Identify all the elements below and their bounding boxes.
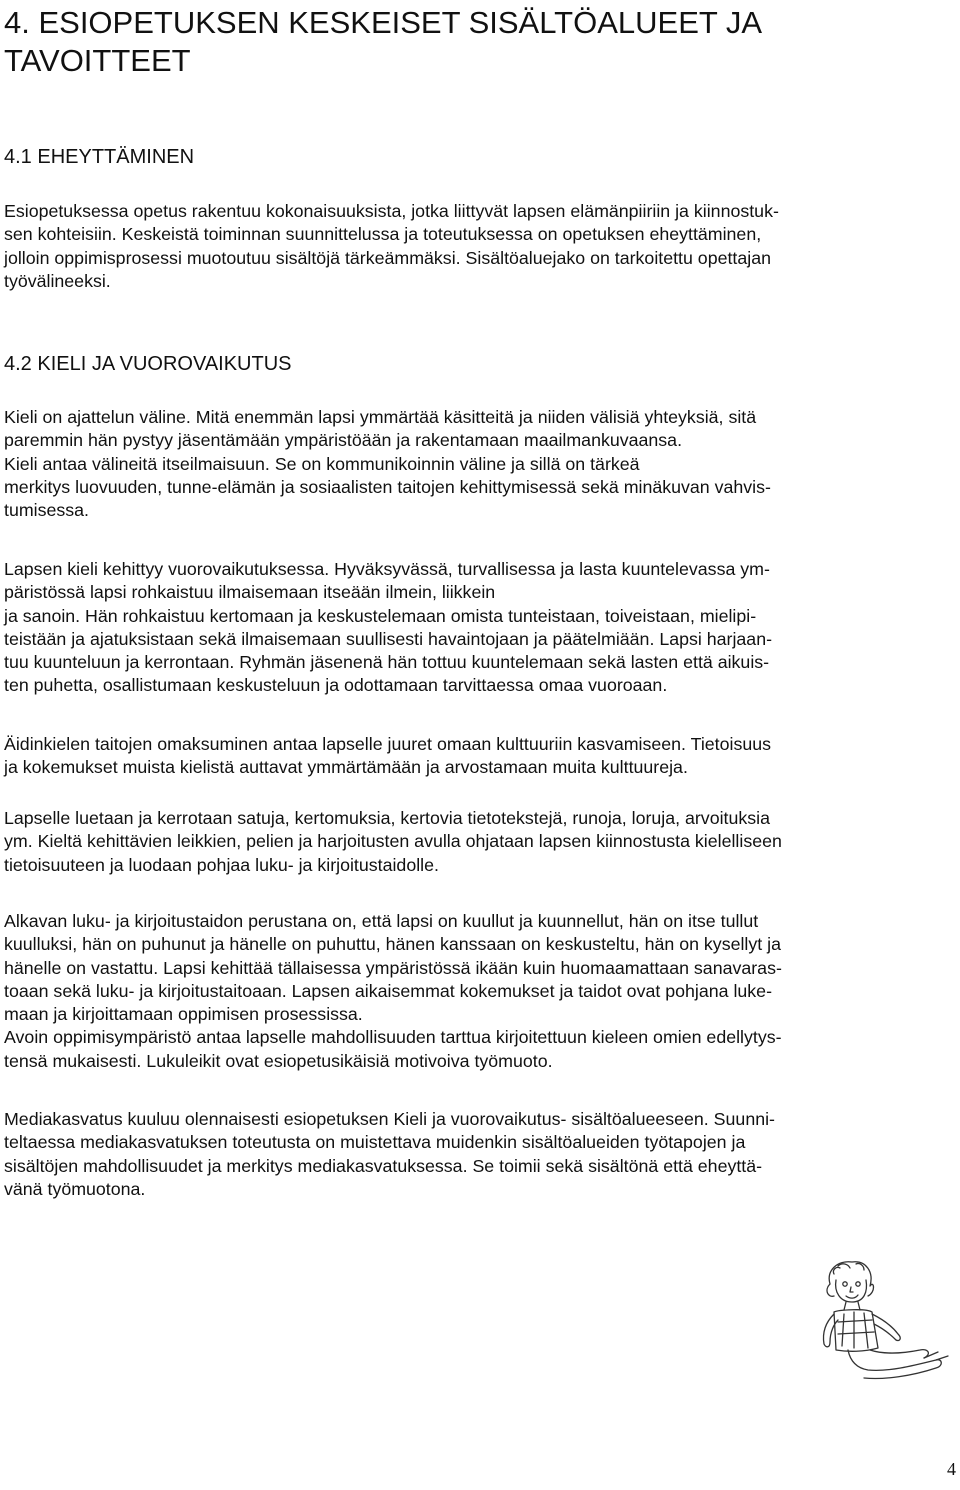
section-heading-eheyttaminen: 4.1 EHEYTTÄMINEN <box>4 146 195 168</box>
paragraph-aidinkieli <box>4 733 959 780</box>
text-line: maan ja kirjoittamaan oppimisen prosessissa. <box>4 1004 363 1025</box>
text-line: ja kokemukset muista kielistä auttavat ymmärtämään ja arvostamaan muita kulttuureja. <box>4 757 688 778</box>
text-line: tensä mukaisesti. Lukuleikit ovat esiopetusikäisiä motivoiva työmuoto. <box>4 1050 553 1071</box>
text-line: teltaessa mediakasvatuksen toteutusta on muistettava muidenkin sisältöalueiden työtapojen ja <box>4 1132 746 1153</box>
text-line: merkitys luovuuden, tunne-elämän ja sosiaalisten taitojen kehittymisessä sekä minäkuvan vahvis- <box>4 476 771 497</box>
section-heading-kieli-ja-vuorovaikutus: 4.2 KIELI JA VUOROVAIKUTUS <box>4 353 292 375</box>
text-line: Lapsen kieli kehittyy vuorovaikutuksessa. Hyväksyvässä, turvallisessa ja lasta kuuntelevassa ym- <box>4 559 770 579</box>
text-line: Kieli on ajattelun väline. Mitä enemmän lapsi ymmärtää käsitteitä ja niiden välisiä yhteyksiä, sitä <box>4 407 757 427</box>
paragraph-sadut <box>4 807 959 877</box>
text-line: päristössä lapsi rohkaistuu ilmaisemaan itseään ilmein, liikkein <box>4 582 496 603</box>
page-number: 4 <box>947 1459 956 1479</box>
text-line: Alkavan luku- ja kirjoitustaidon perustana on, että lapsi on kuullut ja kuunnellut, hän on itse tullut <box>4 911 759 931</box>
text-line: Mediakasvatus kuuluu olennaisesti esiopetuksen Kieli ja vuorovaikutus- sisältöalueeseen. Suunni- <box>4 1109 775 1129</box>
text-line: kuulluksi, hän on puhunut ja hänelle on puhuttu, hänen kanssaan on keskusteltu, hän on kysellyt ja <box>4 934 781 955</box>
text-line: hänelle on vastattu. Lapsi kehittää tällaisessa ympäristössä ikään kuin huomaamattaan sanavaras- <box>4 957 782 978</box>
chapter-heading <box>4 4 944 80</box>
text-line: tietoisuuteen ja luodaan pohjaa luku- ja kirjoitustaidolle. <box>4 854 439 875</box>
text-line: työvälineeksi. <box>4 270 111 291</box>
paragraph-eheyttaminen <box>4 200 959 293</box>
text-line: toaan sekä luku- ja kirjoitustaitoaan. Lapsen aikaisemmat kokemukset ja taidot ovat pohjana luke- <box>4 980 772 1001</box>
paragraph-kieli-ajattelun-valine <box>4 406 959 522</box>
text-line: ym. Kieltä kehittävien leikkien, pelien ja harjoitusten avulla ohjataan lapsen kiinnostusta kielelliseen <box>4 831 782 852</box>
child-drawing-icon <box>808 1256 954 1384</box>
text-line: paremmin hän pystyy jäsentämään ympäristöään ja rakentamaan maailmankuvaansa. <box>4 430 683 451</box>
paragraph-vuorovaikutus <box>4 558 959 698</box>
text-line: Lapselle luetaan ja kerrotaan satuja, kertomuksia, kertovia tietotekstejä, runoja, loruja, arvoituksia <box>4 808 770 828</box>
paragraph-mediakasvatus <box>4 1108 959 1201</box>
paragraph-luku-ja-kirjoitustaito <box>4 910 959 1073</box>
text-line: ja sanoin. Hän rohkaistuu kertomaan ja keskustelemaan omista tunteistaan, toiveistaan, mielipi- <box>4 605 757 626</box>
text-line: ten puhetta, osallistumaan keskusteluun ja odottamaan tarvittaessa omaa vuoroaan. <box>4 675 668 696</box>
chapter-heading-line: 4. ESIOPETUKSEN KESKEISET SISÄLTÖALUEET JA <box>4 5 763 40</box>
chapter-heading-line: TAVOITTEET <box>4 43 191 78</box>
text-line: tumisessa. <box>4 500 89 521</box>
text-line: tuu kuunteluun ja kerrontaan. Ryhmän jäsenenä hän tottuu kuuntelemaan sekä lasten että aikuis- <box>4 652 770 673</box>
text-line: Avoin oppimisympäristö antaa lapselle mahdollisuuden tarttua kirjoitettuun kieleen omien edellytys- <box>4 1027 782 1048</box>
text-line: Esiopetuksessa opetus rakentuu kokonaisuuksista, jotka liittyvät lapsen elämänpiiriin ja kiinnostuk- <box>4 201 779 221</box>
text-line: sisältöjen mahdollisuudet ja merkitys mediakasvatuksessa. Se toimii sekä sisältönä että eheyttä- <box>4 1155 763 1176</box>
text-line: Äidinkielen taitojen omaksuminen antaa lapselle juuret omaan kulttuuriin kasvamiseen. Tietoisuus <box>4 734 771 754</box>
text-line: teistään ja ajatuksistaan sekä ilmaisemaan suullisesti havaintojaan ja päätelmiään. Lapsi harjaan- <box>4 628 773 649</box>
text-line: jolloin oppimisprosessi muotoutuu sisältöjä tärkeämmäksi. Sisältöaluejako on tarkoitettu opettajan <box>4 247 771 268</box>
text-line: Kieli antaa välineitä itseilmaisuun. Se on kommunikoinnin väline ja sillä on tärkeä <box>4 453 640 474</box>
text-line: sen kohteisiin. Keskeistä toiminnan suunnittelussa ja toteutuksessa on opetuksen eheyttäminen, <box>4 224 762 245</box>
text-line: vänä työmuotona. <box>4 1178 146 1199</box>
